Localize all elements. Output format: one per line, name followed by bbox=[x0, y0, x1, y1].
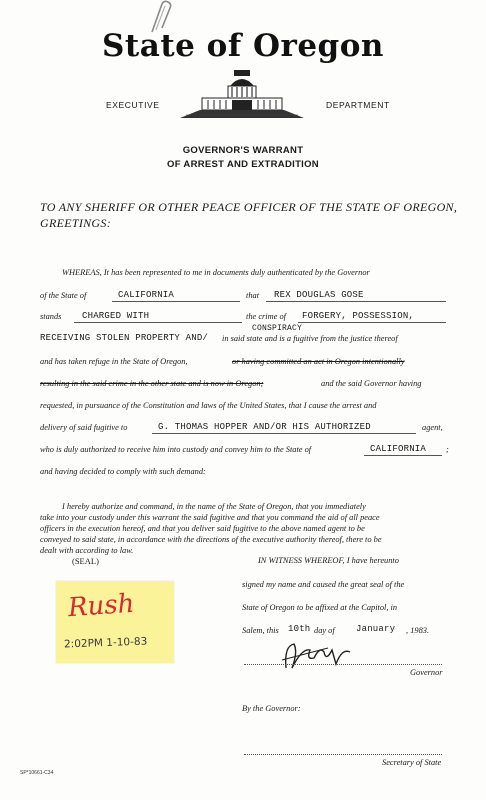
refuge-text: and has taken refuge in the State of Oregon, bbox=[40, 357, 188, 366]
signing-month: January bbox=[356, 624, 396, 634]
conspiracy-insert: CONSPIRACY bbox=[252, 324, 303, 333]
agent-text: agent, bbox=[422, 423, 443, 432]
note-timestamp: 2:02PM 1-10-83 bbox=[63, 635, 148, 651]
charged-with: CHARGED WITH bbox=[82, 311, 150, 321]
comply-text: and having decided to comply with such demand: bbox=[40, 467, 206, 476]
witness-line-4a: Salem, this bbox=[242, 626, 279, 635]
struck-clause-2: resulting in the said crime in the other state and is now in Oregon; bbox=[40, 379, 264, 388]
struck-clause-1: or having committed an act in Oregon intentionally bbox=[232, 357, 405, 366]
witness-line-3: State of Oregon to be affixed at the Capitol, in bbox=[242, 603, 398, 612]
sticky-note bbox=[56, 581, 174, 663]
agent-underline bbox=[152, 433, 416, 434]
signing-year: , 1983. bbox=[406, 626, 430, 635]
authorize-line-1: I hereby authorize and command, in the name of the State of Oregon, that you immediately bbox=[62, 502, 366, 511]
form-number: SP*10661-C34 bbox=[20, 770, 54, 776]
address-line: TO ANY SHERIFF OR OTHER PEACE OFFICER OF THE STATE OF OREGON, bbox=[40, 200, 458, 214]
demanding-state: CALIFORNIA bbox=[118, 290, 175, 300]
seal-label: (SEAL) bbox=[72, 556, 99, 566]
whereas-line-2-text: of the State of bbox=[40, 291, 87, 300]
whereas-line-1: WHEREAS, It has been represented to me in documents duly authenticated by the Governor bbox=[62, 268, 370, 277]
receiving-state-underline bbox=[364, 455, 442, 456]
warrant-heading-line1: GOVERNOR'S WARRANT bbox=[182, 145, 304, 156]
receiving-state: CALIFORNIA bbox=[370, 444, 427, 454]
that-text: that bbox=[246, 291, 260, 300]
department-label: DEPARTMENT bbox=[326, 100, 390, 110]
secretary-label: Secretary of State bbox=[382, 758, 442, 767]
requested-text: requested, in pursuance of the Constitution and laws of the United States, that I cause the arrest and bbox=[40, 401, 377, 410]
charged-underline bbox=[74, 322, 242, 323]
crime-line-1: FORGERY, POSSESSION, bbox=[302, 311, 415, 321]
witness-line-2: signed my name and caused the great seal of the bbox=[242, 580, 405, 589]
authorize-line-3: officers in the execution hereof, and that you deliver said fugitive to the above named agent to be bbox=[40, 524, 365, 533]
governor-having-text: and the said Governor having bbox=[321, 379, 422, 388]
by-the-governor: By the Governor: bbox=[242, 704, 301, 713]
state-of-oregon-title: State of Oregon bbox=[102, 28, 384, 64]
warrant-heading-line2: OF ARREST AND EXTRADITION bbox=[167, 159, 319, 170]
agent-name: G. THOMAS HOPPER AND/OR HIS AUTHORIZED bbox=[158, 422, 371, 432]
fugitive-from-justice: in said state and is a fugitive from the justice thereof bbox=[222, 334, 398, 343]
authorize-line-5: dealt with according to law. bbox=[40, 546, 134, 555]
delivery-text: delivery of said fugitive to bbox=[40, 423, 128, 432]
governor-signature bbox=[280, 638, 360, 674]
authorize-line-4: conveyed to said state, in accordance with the directions of the executive authority thereof, there to be bbox=[40, 535, 382, 544]
signing-day: 10th bbox=[288, 624, 311, 634]
capitol-building-icon bbox=[180, 68, 305, 120]
fugitive-name: REX DOUGLAS GOSE bbox=[274, 290, 364, 300]
rush-note-text: Rush bbox=[67, 588, 136, 624]
crime-of-text: the crime of bbox=[246, 312, 287, 321]
greetings: GREETINGS: bbox=[40, 216, 111, 230]
executive-label: EXECUTIVE bbox=[106, 100, 160, 110]
stands-text: stands bbox=[40, 312, 62, 321]
governor-signature-line bbox=[244, 664, 442, 665]
day-of-text: day of bbox=[314, 626, 335, 635]
custody-text: who is duly authorized to receive him into custody and convey him to the State of bbox=[40, 445, 312, 454]
authorize-line-2: take into your custody under this warrant the said fugitive and that you command the aid of all peace bbox=[40, 513, 380, 522]
name-underline bbox=[266, 301, 446, 302]
crime-line-2: RECEIVING STOLEN PROPERTY AND/ bbox=[40, 333, 209, 343]
governor-label: Governor bbox=[410, 668, 443, 677]
secretary-signature-line bbox=[244, 754, 442, 755]
crime-underline bbox=[298, 322, 446, 323]
state-underline bbox=[112, 301, 240, 302]
semicolon: ; bbox=[446, 445, 449, 454]
witness-line-1: IN WITNESS WHEREOF, I have hereunto bbox=[258, 556, 399, 565]
